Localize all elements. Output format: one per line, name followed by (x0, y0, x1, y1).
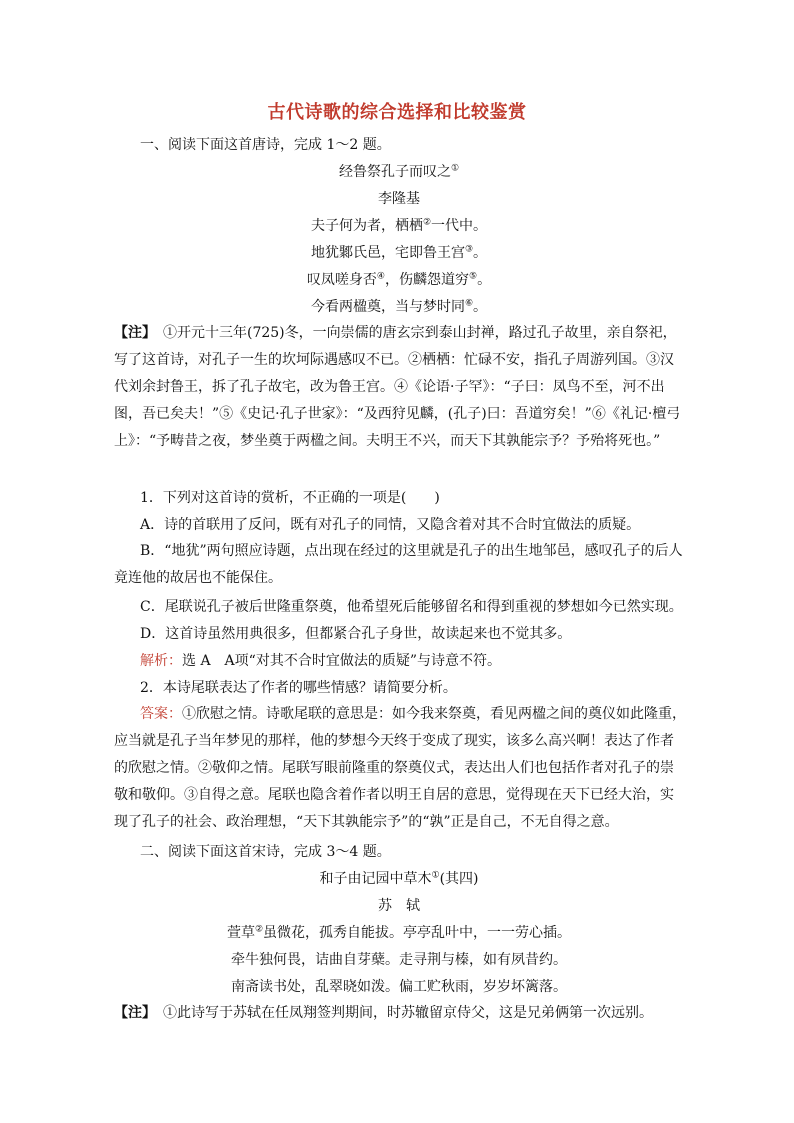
note-tag: 【注】 (114, 1005, 149, 1021)
poem2-notes: 【注】 ①此诗写于苏轼在任凤翔签判期间，时苏辙留京侍父，这是兄弟俩第一次远别。 (114, 1005, 653, 1021)
q1-option-b: B．“地犹”两句照应诗题，点出现在经过的这里就是孔子的出生地邹邑，感叹孔子的后人竟连他的故居也不能保住。 (114, 543, 683, 586)
q2-answer: 答案：①欣慰之情。诗歌尾联的意思是：如今我来祭奠，看见两楹之间的奠仪如此隆重，应当就是孔子当年梦见的那样，他的梦想今天终于变成了现实，该多么高兴啊！表达了作者的欣慰之情。②敬仰之情。尾联写眼前隆重的祭奠仪式，表达出人们也包括作者对孔子的崇敬和敬仰。③自得之意。尾联也隐含着作者以明王自居的意思，觉得现在天下已经大治，实现了孔子的社会、政治理想，“天下其孰能宗予”的“孰”正是自己，不无自得之意。 (114, 706, 686, 830)
page-title: 古代诗歌的综合选择和比较鉴赏 (267, 102, 527, 123)
poem1-line-2: 地犹鄹氏邑，宅即鲁王宫③。 (310, 244, 488, 261)
poem2-title: 和子由记园中草木①(其四) (319, 870, 479, 887)
question-2-stem: 2．本诗尾联表达了作者的哪些情感？请简要分析。 (140, 680, 457, 696)
poem2-line-2: 牵牛独何畏，诘曲自芽蘖。走寻荆与榛，如有夙昔约。 (231, 952, 567, 968)
q1-option-d: D．这首诗虽然用典很多，但都紧合孔子身世，故读起来也不觉其多。 (140, 626, 572, 642)
q1-option-c: C．尾联说孔子被后世隆重祭奠，他希望死后能够留名和得到重视的梦想如今已然实现。 (140, 599, 683, 615)
poem1-title: 经鲁祭孔子而叹之① (338, 163, 460, 180)
question-1-stem: 1．下列对这首诗的赏析，不正确的一项是( ) (140, 490, 440, 506)
note-tag: 【注】 (114, 325, 149, 341)
section-2-intro: 二、阅读下面这首宋诗，完成 3～4 题。 (140, 844, 391, 860)
poem2-line-1: 萱草②虽微花，孤秀自能拔。亭亭乱叶中，一一劳心插。 (226, 924, 572, 941)
q1-option-a: A．诗的首联用了反问，既有对孔子的同情，又隐含着对其不合时宜做法的质疑。 (140, 517, 641, 533)
q1-analysis: 解析：选 A A项“对其不合时宜做法的质疑”与诗意不符。 (140, 653, 501, 669)
poem1-author: 李隆基 (378, 191, 420, 207)
poem1-notes: 【注】 ①开元十三年(725)冬，一向崇儒的唐玄宗到泰山封禅，路过孔子故里，亲自祭祀，写了这首诗，对孔子一生的坎坷际遇感叹不已。②栖栖：忙碌不安，指孔子周游列国。③汉代刘余封鲁王，拆了孔子故宅，改为鲁王宫。④《论语·子罕》：“子曰：凤鸟不至，河不出图，吾已矣夫！”⑤《史记·孔子世家》：“及西狩见麟，(孔子)曰：吾道穷矣！”⑥《礼记·檀弓上》：“予畴昔之夜，梦坐奠于两楹之间。夫明王不兴，而天下其孰能宗予？予殆将死也。” (114, 325, 681, 449)
poem1-line-1: 夫子何为者，栖栖②一代中。 (310, 217, 488, 234)
answer-label: 答案： (140, 706, 182, 722)
poem1-line-3: 叹凤嗟身否④，伤麟怨道穷⑤。 (306, 271, 492, 288)
poem2-line-3: 南斋读书处，乱翠晓如泼。偏工贮秋雨，岁岁坏篱落。 (231, 979, 567, 995)
poem2-author: 苏 轼 (378, 898, 420, 914)
section-1-intro: 一、阅读下面这首唐诗，完成 1～2 题。 (140, 137, 391, 153)
poem1-line-4: 今看两楹奠，当与梦时同⑥。 (310, 298, 488, 315)
analysis-label: 解析： (140, 653, 182, 669)
